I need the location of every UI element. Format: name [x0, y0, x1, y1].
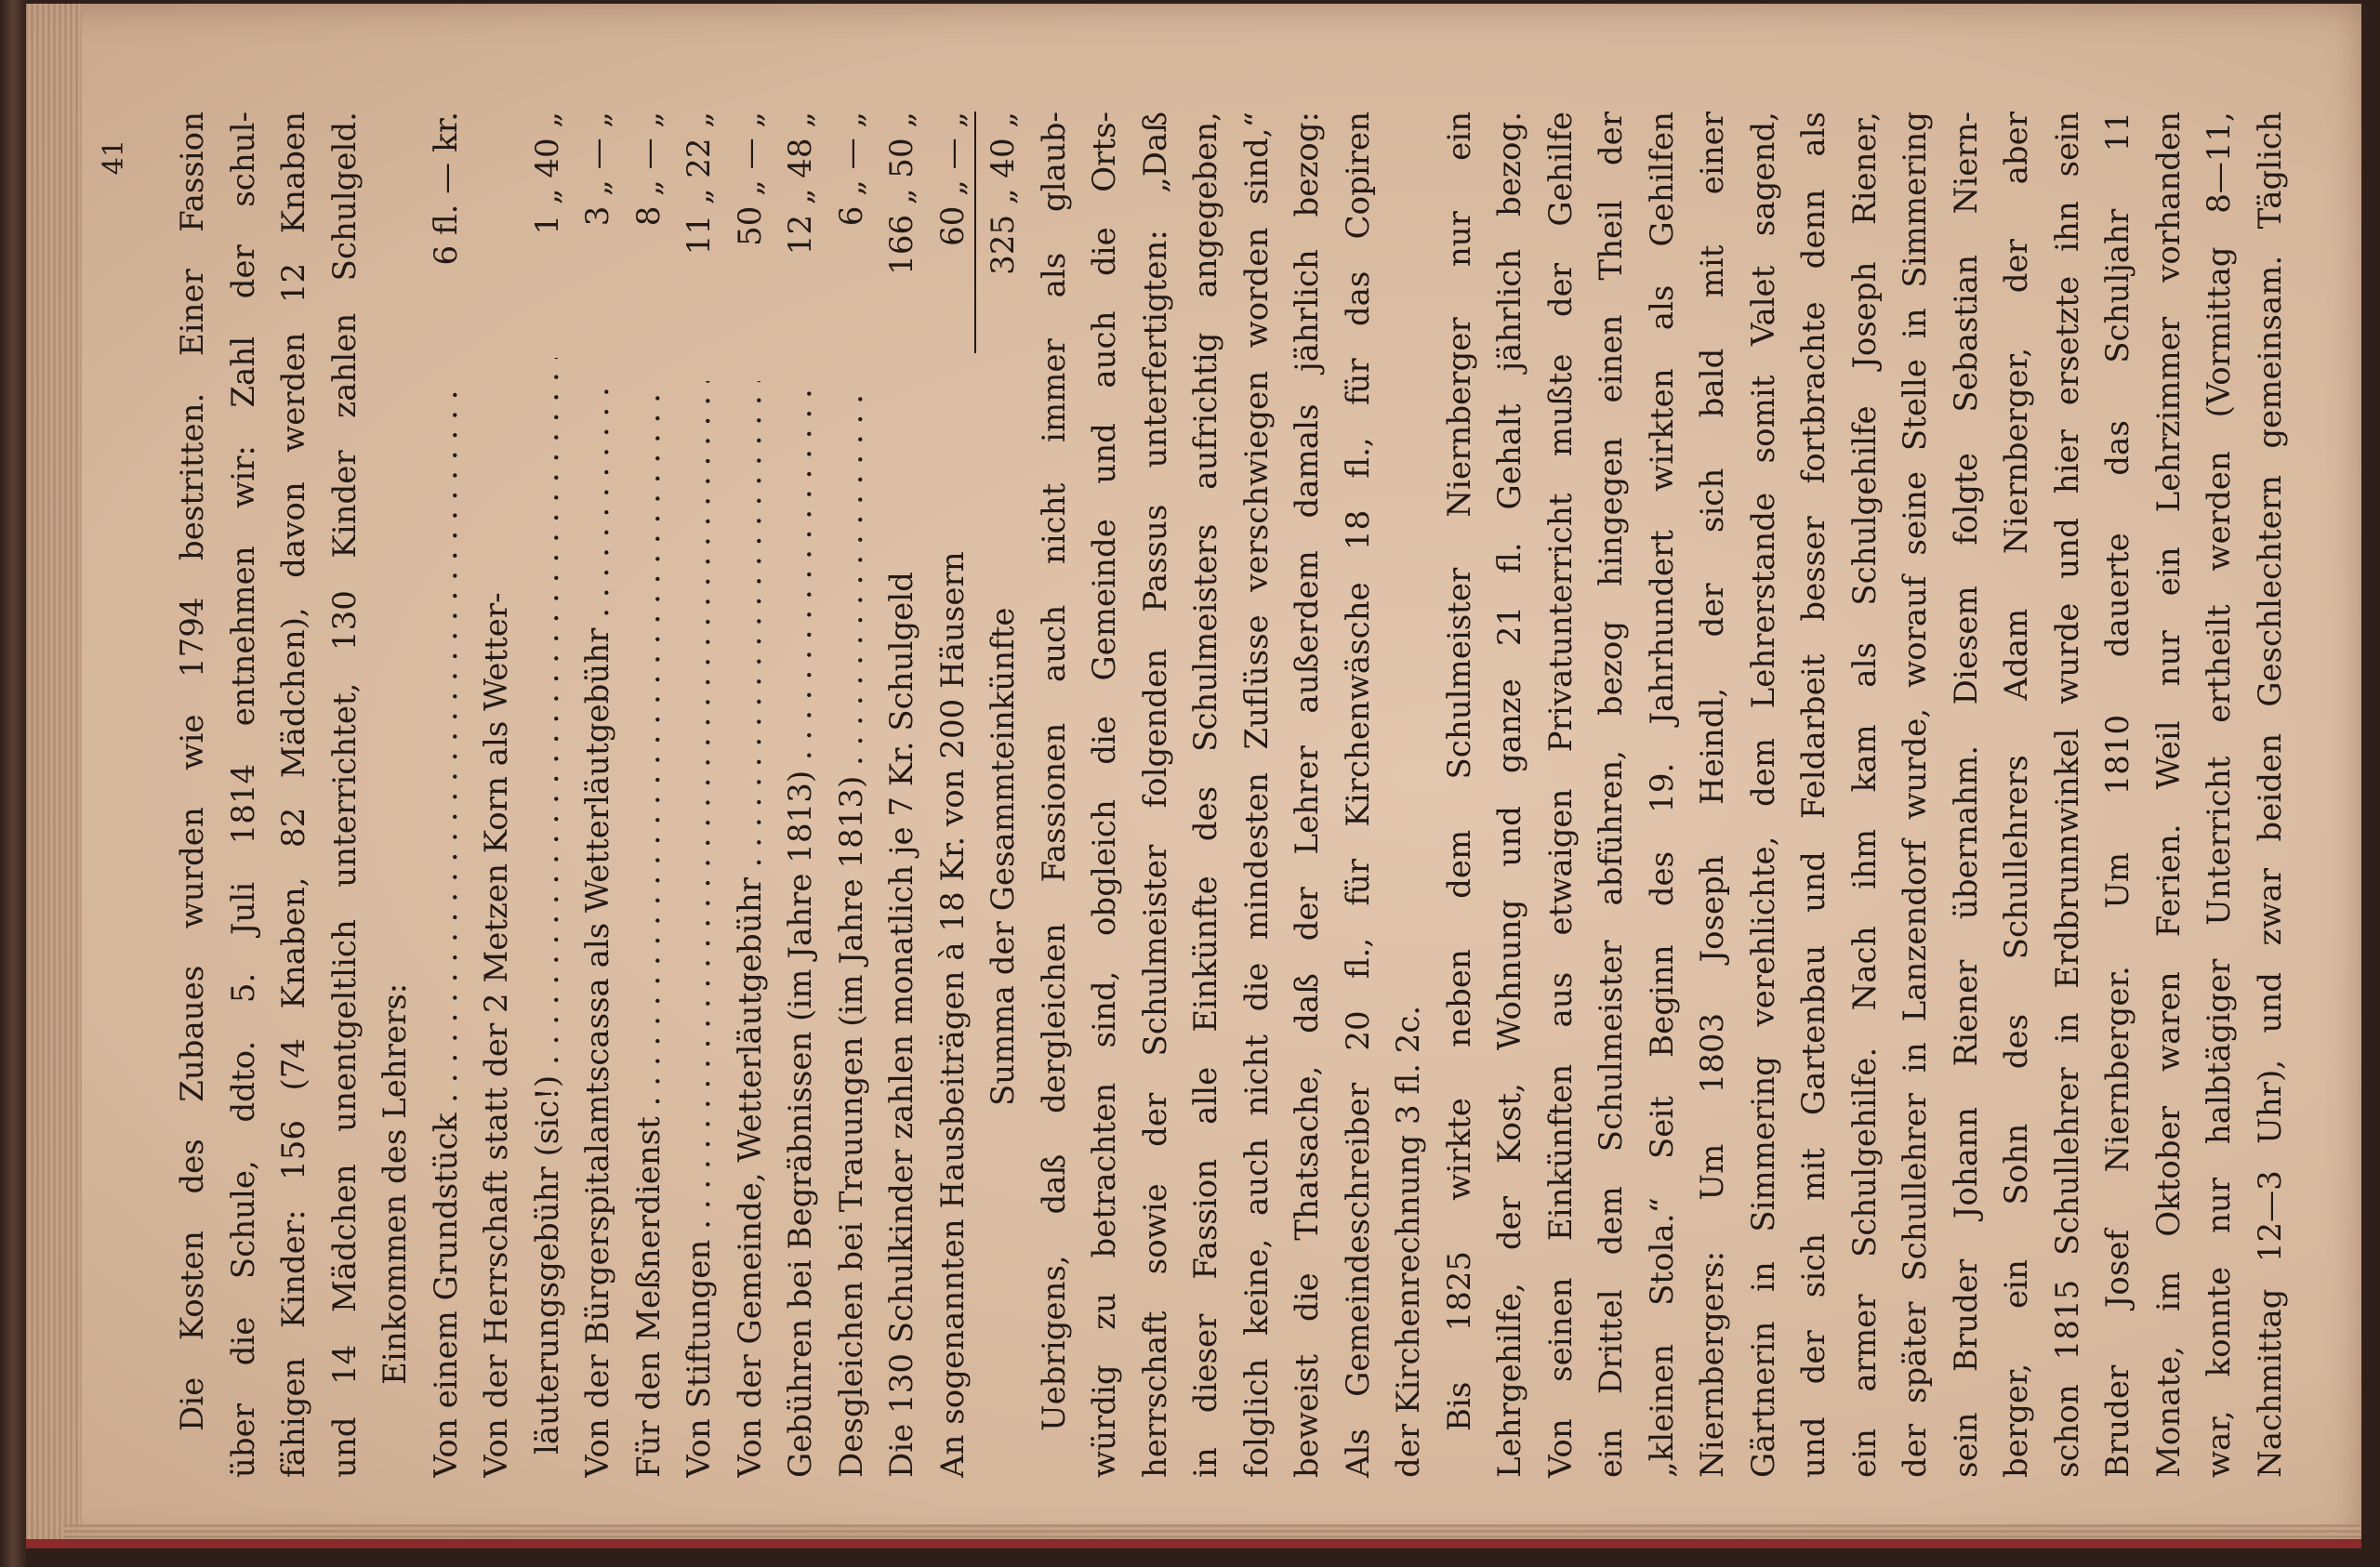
text-line: Monate, im Oktober waren Ferien. Weil nur ein Lehrzimmer vorhanden — [2149, 112, 2188, 1478]
income-amount: 12 „ 48 „ — [782, 112, 819, 256]
income-amount: 166 „ 50 „ — [883, 112, 920, 275]
income-row — [877, 112, 928, 1478]
text-line: Als Gemeindeschreiber 20 fl., für Kirchenwäsche 18 fl., für das Copiren — [1339, 112, 1377, 1478]
income-label: Von Stiftungen . . . — [674, 381, 725, 1478]
income-row — [573, 112, 624, 1478]
text-line: der später Schullehrer in Lanzendorf wurde, worauf seine Stelle in Simmering — [1897, 112, 1934, 1478]
income-row — [624, 112, 675, 1478]
income-label: Für den Meßnerdienst . . . — [624, 381, 675, 1478]
income-amount: 11 „ 22 „ — [681, 112, 718, 256]
income-amount: 8 „ — „ — [629, 112, 668, 227]
text-line: der Kirchenrechnung 3 fl. 2c. — [1390, 1005, 1427, 1478]
text-line: folglich keine, auch nicht die mindesten Zuflüsse verschwiegen worden sind,“ — [1237, 112, 1276, 1478]
text-line: Bruder Josef Niernberger. Um 1810 dauerte das Schuljahr 11 — [2099, 112, 2136, 1478]
income-amount: 1 „ 40 „ — [528, 112, 566, 235]
income-row — [471, 112, 522, 1478]
text-line: Niernbergers: Um 1803 Joseph Heindl, der sich bald mit einer — [1694, 112, 1731, 1478]
text-line: in dieser Fassion alle Einkünfte des Schulmeisters aufrichtig angegeben, — [1187, 112, 1224, 1478]
text-line: herrschaft sowie der Schulmeister folgenden Passus unterfertigten: „Daß — [1136, 112, 1174, 1478]
text-line: schon 1815 Schullehrer in Erdbrunnwinkel wurde und hier ersetzte ihn sein — [2048, 112, 2086, 1478]
income-label: An sogenannten Hausbeiträgen à 18 Kr. von 200 Häusern — [933, 551, 972, 1478]
text-line: ein Drittel dem Schulmeister abführen, bezog hingegen einen Theil der — [1593, 112, 1630, 1478]
text-line: über die Schule, ddto. 5. Juli 1814 entnehmen wir: Zahl der schul- — [224, 112, 262, 1478]
income-row — [674, 112, 725, 1478]
sum-row — [978, 112, 1029, 1478]
income-amount: 60 „ — „ — [933, 112, 972, 246]
text-line: ein armer Schulgehilfe. Nach ihm kam als Schulgehilfe Joseph Riener, — [1845, 112, 1884, 1478]
text-line: berger, ein Sohn des Schullehrers Adam Niernberger, der aber — [1998, 112, 2035, 1478]
text-line: Lehrgehilfe, der Kost, Wohnung und ganze 21 fl. Gehalt jährlich bezog. — [1491, 112, 1528, 1478]
income-amount: 6 „ — „ — [832, 112, 870, 227]
income-row — [522, 112, 574, 1478]
red-cover-edge — [26, 1539, 2361, 1548]
income-row — [775, 112, 826, 1478]
text-line: würdig zu betrachten sind, obgleich die Gemeinde und auch die Orts- — [1086, 112, 1123, 1478]
text-line: Die Kosten des Zubaues wurden wie 1794 bestritten. Einer Fassion — [174, 112, 211, 1431]
income-label: Desgleichen bei Trauungen (im Jahre 1813) . . . — [826, 381, 878, 1478]
text-line: war, konnte nur halbtägiger Unterricht ertheilt werden (Vormittag 8—11, — [2201, 112, 2238, 1478]
page-edges-left — [26, 4, 82, 1548]
income-row — [725, 112, 776, 1478]
rotated-text-block — [98, 112, 2289, 1478]
text-line: sein Bruder Johann Riener übernahm. Diesem folgte Sebastian Niern- — [1947, 112, 1985, 1478]
income-label: Die 130 Schulkinder zahlen monatlich je 7 Kr. Schulgeld — [883, 572, 920, 1478]
text-line: Einkommen des Lehrers: — [377, 982, 414, 1385]
text-line: beweist die Thatsache, daß der Lehrer außerdem damals jährlich bezog: — [1289, 112, 1326, 1478]
income-amount: 3 „ — „ — [579, 112, 616, 227]
text-line: fähigen Kinder: 156 (74 Knaben, 82 Mädchen), davon werden 12 Knaben — [275, 112, 312, 1478]
text-line: und 14 Mädchen unentgeltlich unterrichtet, 130 Kinder zahlen Schulgeld. — [325, 112, 364, 1478]
text-line: Von seinen Einkünften aus etwaigen Privatunterricht mußte der Gehilfe — [1541, 112, 1580, 1478]
income-label: Von der Bürgerspitalamtscassa als Wetterläutgebühr . . . — [573, 381, 624, 1478]
text-line: Bis 1825 wirkte neben dem Schulmeister Niernberger nur ein — [1440, 112, 1478, 1431]
text-line: Uebrigens, daß dergleichen Fassionen auch nicht immer als glaub- — [1035, 112, 1073, 1431]
income-row — [826, 112, 878, 1478]
income-label: Von der Herrschaft statt der 2 Metzen Korn als Wetter- — [478, 592, 515, 1478]
sum-rule — [974, 112, 976, 353]
text-line: Nachmittag 12—3 Uhr), und zwar beiden Geschlechtern gemeinsam. Täglich — [2251, 112, 2289, 1478]
sum-label: Summa der Gesammteinkünfte — [985, 607, 1022, 1106]
income-label: läuterungsgebühr (sic!) . . . — [522, 358, 574, 1455]
income-label: Von einem Grundstück . . . — [421, 381, 472, 1478]
income-label: Gebühren bei Begräbnissen (im Jahre 1813) . . . — [775, 381, 826, 1478]
income-amount: 6 fl. — kr. — [427, 112, 465, 266]
income-row — [421, 112, 472, 1478]
text-line: und der sich mit Gartenbau und Feldarbeit besser fortbrachte denn als — [1795, 112, 1832, 1478]
income-amount: 50 „ — „ — [731, 112, 769, 246]
page-number: 41 — [98, 139, 130, 176]
text-line: Gärtnerin in Simmering verehlichte, dem Lehrerstande somit Valet sagend, — [1744, 112, 1782, 1478]
income-label: Von der Gemeinde, Wetterläutgebühr . . . — [725, 381, 776, 1478]
income-row — [928, 112, 979, 1478]
text-line: „kleinen Stola.“ Seit Beginn des 19. Jahrhundert wirkten als Gehilfen — [1643, 112, 1681, 1478]
text-lines — [167, 112, 2295, 1478]
sum-amount: 325 „ 40 „ — [985, 112, 1022, 275]
